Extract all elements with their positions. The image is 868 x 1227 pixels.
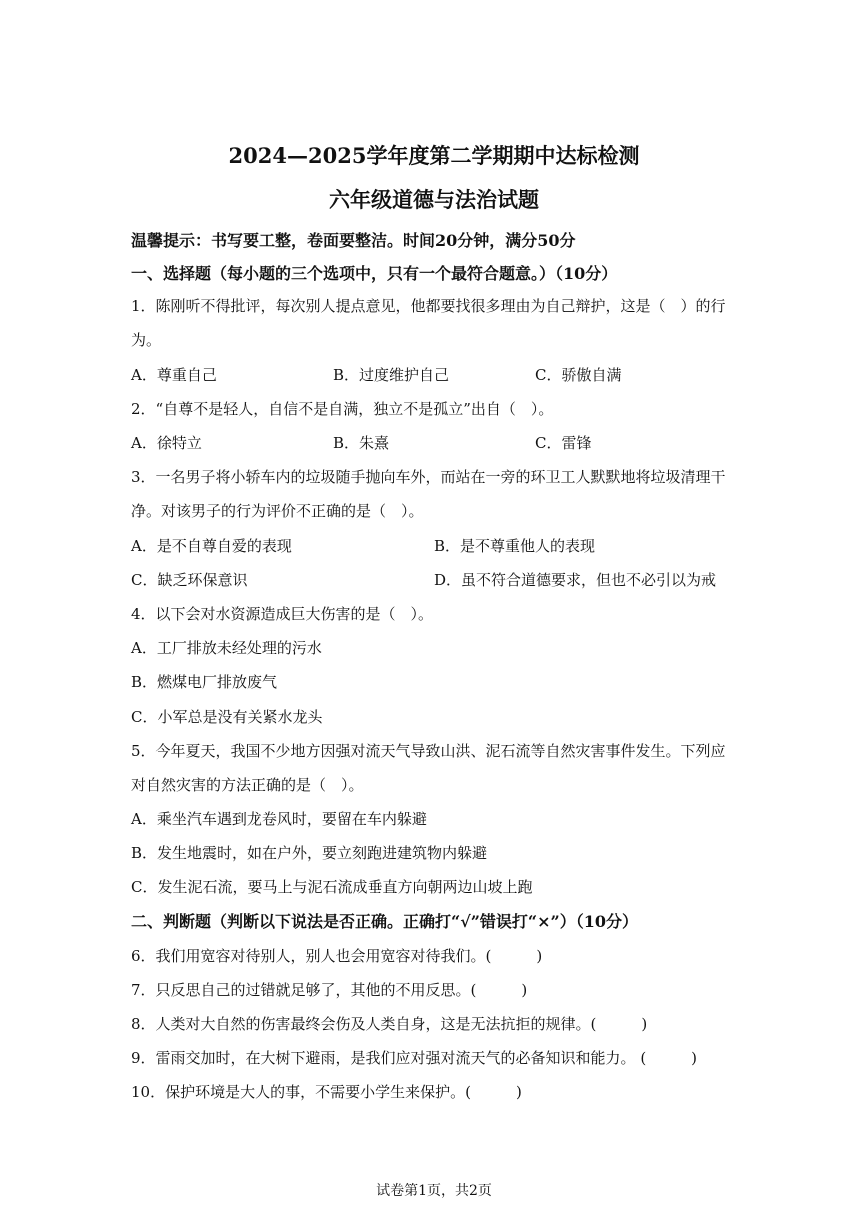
question-4-option-c: C．小军总是没有关紧水龙头 — [131, 708, 323, 726]
question-6-text: 6．我们用宽容对待别人，别人也会用宽容对待我们。( ) — [131, 947, 543, 965]
question-1-option-b: B．过度维护自己 — [333, 366, 450, 384]
question-1-option-c: C．骄傲自满 — [535, 366, 622, 384]
question-4-text: 4．以下会对水资源造成巨大伤害的是（ ）。 — [131, 605, 434, 623]
exam-title: 2024—2025学年度第二学期期中达标检测 — [228, 143, 640, 168]
exam-subtitle: 六年级道德与法治试题 — [329, 187, 539, 212]
question-2-option-a: A．徐特立 — [131, 434, 202, 452]
question-4-option-b: B．燃煤电厂排放废气 — [131, 673, 278, 691]
section1-heading: 一、选择题（每小题的三个选项中，只有一个最符合题意。）（10分） — [131, 264, 618, 283]
question-5-text-cont: 对自然灾害的方法正确的是（ ）。 — [131, 776, 364, 794]
question-3-option-d: D．虽不符合道德要求，但也不必引以为戒 — [434, 571, 717, 589]
question-2-option-b: B．朱熹 — [333, 434, 390, 452]
question-8-text: 8．人类对大自然的伤害最终会伤及人类自身，这是无法抗拒的规律。( ) — [131, 1015, 648, 1033]
question-5-option-a: A．乘坐汽车遇到龙卷风时，要留在车内躲避 — [131, 810, 427, 828]
question-5-option-c: C．发生泥石流，要马上与泥石流成垂直方向朝两边山坡上跑 — [131, 878, 533, 896]
question-9-text: 9．雷雨交加时，在大树下避雨，是我们应对强对流天气的必备知识和能力。 ( ) — [131, 1049, 698, 1067]
section2-heading: 二、判断题（判断以下说法是否正确。正确打“√”错误打“×”）（10分） — [131, 912, 639, 931]
question-3-text: 3．一名男子将小轿车内的垃圾随手抛向车外，而站在一旁的环卫工人默默地将垃圾清理干 — [131, 468, 726, 486]
question-1-text: 1．陈刚听不得批评，每次别人提点意见，他都要找很多理由为自己辩护，这是（ ）的行 — [131, 297, 726, 315]
question-3-text-cont: 净。对该男子的行为评价不正确的是（ ）。 — [131, 502, 424, 520]
question-10-text: 10．保护环境是大人的事，不需要小学生来保护。( ) — [131, 1083, 522, 1101]
page-footer: 试卷第1页，共2页 — [376, 1183, 492, 1199]
question-3-option-a: A．是不自尊自爱的表现 — [131, 537, 292, 555]
question-3-option-b: B．是不尊重他人的表现 — [434, 537, 596, 555]
question-2-option-c: C．雷锋 — [535, 434, 592, 452]
question-5-text: 5．今年夏天，我国不少地方因强对流天气导致山洪、泥石流等自然灾害事件发生。下列应 — [131, 742, 726, 760]
notice: 温馨提示：书写要工整，卷面要整洁。时间20分钟，满分50分 — [131, 231, 576, 250]
question-1-option-a: A．尊重自己 — [131, 366, 217, 384]
question-3-option-c: C．缺乏环保意识 — [131, 571, 248, 589]
question-4-option-a: A．工厂排放未经处理的污水 — [131, 639, 322, 657]
question-7-text: 7．只反思自己的过错就足够了，其他的不用反思。( ) — [131, 981, 528, 999]
question-5-option-b: B．发生地震时，如在户外，要立刻跑进建筑物内躲避 — [131, 844, 488, 862]
question-2-text: 2．“自尊不是轻人，自信不是自满，独立不是孤立”出自（ ）。 — [131, 400, 554, 418]
question-1-text-cont: 为。 — [131, 331, 162, 349]
